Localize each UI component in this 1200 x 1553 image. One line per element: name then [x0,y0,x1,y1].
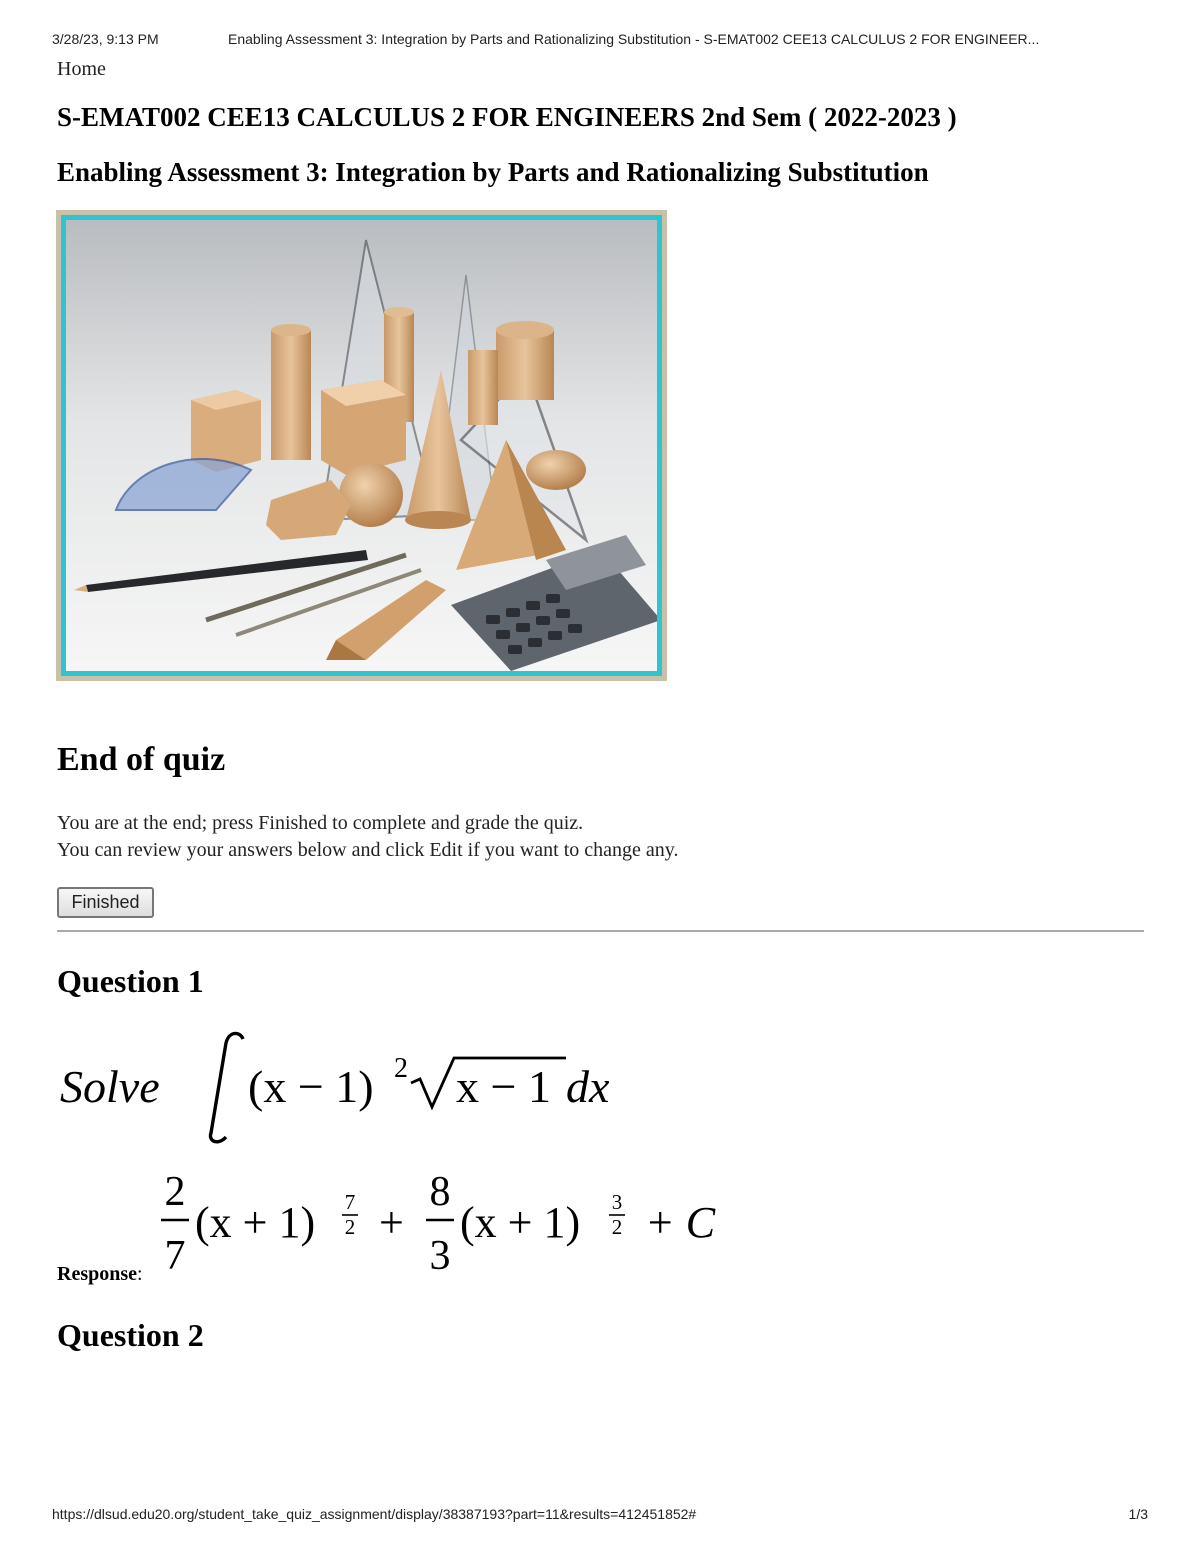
exp-2-denominator: 2 [611,1215,623,1239]
response-base-1: (x + 1) [195,1198,316,1247]
end-of-quiz-heading: End of quiz [57,741,226,778]
response-plus: + [379,1198,404,1247]
exp-1-numerator: 7 [344,1190,356,1214]
question-2-heading: Question 2 [57,1317,204,1353]
print-header [52,31,1148,47]
coef-1-denominator: 7 [164,1233,186,1279]
question-1-response [155,1165,745,1285]
integrand-differential: dx [566,1061,610,1112]
finished-button[interactable]: Finished [57,887,154,918]
end-of-quiz-message-2: You can review your answers below and click Edit if you want to change any. [57,839,679,861]
course-banner-image [56,210,667,681]
response-label: Response: [57,1263,143,1285]
question-1-heading: Question 1 [57,963,204,999]
print-date: 3/28/23, 9:13 PM [52,31,159,47]
exp-1-denominator: 2 [344,1215,356,1239]
course-title: S-EMAT002 CEE13 CALCULUS 2 FOR ENGINEERS 2nd Sem ( 2022-2023 ) [57,102,957,132]
integrand-power: 2 [394,1053,408,1084]
coef-2-numerator: 8 [429,1169,451,1215]
response-constant: + C [645,1198,716,1247]
exp-2-numerator: 3 [611,1190,623,1214]
home-link[interactable]: Home [57,58,106,80]
integral-sign-icon [210,1033,243,1141]
coef-1-numerator: 2 [164,1169,186,1215]
end-of-quiz-message-1: You are at the end; press Finished to complete and grade the quiz. [57,812,584,834]
response-base-2: (x + 1) [460,1198,581,1247]
print-url: https://dlsud.edu20.org/student_take_quiz_assignment/display/38387193?part=11&results=412451852# [52,1506,697,1522]
assessment-title: Enabling Assessment 3: Integration by Parts and Rationalizing Substitution [57,157,929,187]
print-footer [52,1506,1148,1522]
print-page-number: 1/3 [1128,1506,1148,1522]
geometry-objects-illustration [66,220,657,671]
coef-2-denominator: 3 [429,1233,451,1279]
question-prompt-word: Solve [60,1061,160,1112]
divider [57,930,1144,932]
question-1-formula [58,1025,638,1155]
integrand-base: (x − 1) [248,1061,374,1112]
print-title: Enabling Assessment 3: Integration by Parts and Rationalizing Substitution - S-EMAT002 CEE13 CALCULUS 2 FOR ENGINEER... [228,31,1040,47]
integrand-radicand: x − 1 [456,1061,551,1112]
